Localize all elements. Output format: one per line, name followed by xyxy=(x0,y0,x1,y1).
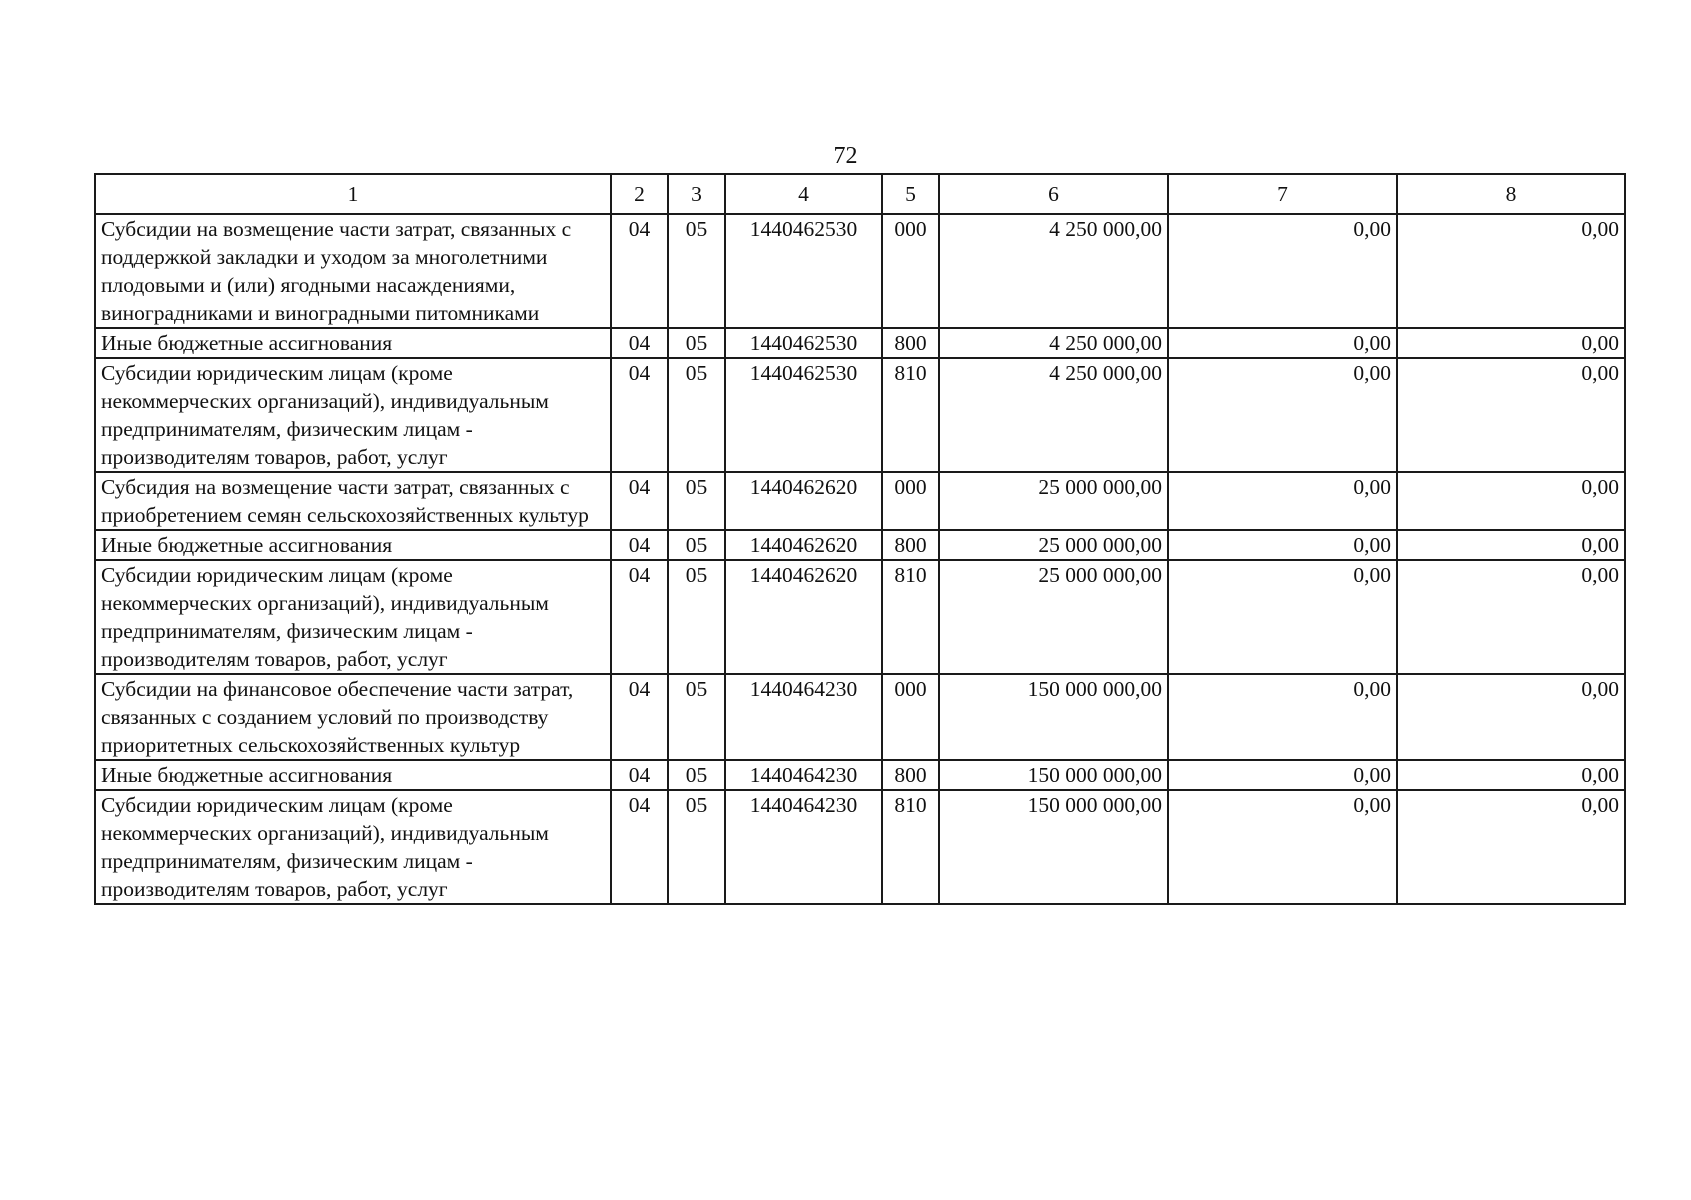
table-row xyxy=(95,214,1625,328)
row-amount-8: 0,00 xyxy=(1397,790,1625,904)
row-name: Субсидии юридическим лицам (кроме некоммерческих организаций), индивидуальным предпринимателям, физическим лицам - производителям товаров, работ, услуг xyxy=(95,790,611,904)
row-amount-6: 4 250 000,00 xyxy=(939,358,1168,472)
row-name: Иные бюджетные ассигнования xyxy=(95,760,611,790)
header-col-7: 7 xyxy=(1168,174,1397,214)
row-amount-8: 0,00 xyxy=(1397,472,1625,530)
row-expense-type: 800 xyxy=(882,530,939,560)
row-amount-6: 25 000 000,00 xyxy=(939,530,1168,560)
row-target-article: 1440462530 xyxy=(725,358,882,472)
row-amount-7: 0,00 xyxy=(1168,328,1397,358)
row-expense-type: 000 xyxy=(882,214,939,328)
row-expense-type: 000 xyxy=(882,674,939,760)
table-row xyxy=(95,560,1625,674)
row-section: 04 xyxy=(611,472,668,530)
row-name: Иные бюджетные ассигнования xyxy=(95,328,611,358)
row-amount-6: 150 000 000,00 xyxy=(939,760,1168,790)
header-col-1: 1 xyxy=(95,174,611,214)
row-subsection: 05 xyxy=(668,214,725,328)
row-target-article: 1440462620 xyxy=(725,472,882,530)
table-row xyxy=(95,760,1625,790)
row-section: 04 xyxy=(611,530,668,560)
row-amount-7: 0,00 xyxy=(1168,560,1397,674)
row-amount-7: 0,00 xyxy=(1168,214,1397,328)
row-subsection: 05 xyxy=(668,760,725,790)
header-row xyxy=(95,174,1625,214)
table-row xyxy=(95,530,1625,560)
header-col-6: 6 xyxy=(939,174,1168,214)
row-amount-8: 0,00 xyxy=(1397,328,1625,358)
row-expense-type: 000 xyxy=(882,472,939,530)
row-subsection: 05 xyxy=(668,674,725,760)
row-amount-7: 0,00 xyxy=(1168,472,1397,530)
row-target-article: 1440462530 xyxy=(725,214,882,328)
table-header xyxy=(95,174,1625,214)
row-expense-type: 810 xyxy=(882,790,939,904)
row-expense-type: 800 xyxy=(882,328,939,358)
row-amount-8: 0,00 xyxy=(1397,674,1625,760)
row-amount-6: 150 000 000,00 xyxy=(939,674,1168,760)
row-target-article: 1440462620 xyxy=(725,530,882,560)
row-section: 04 xyxy=(611,760,668,790)
row-name: Субсидия на возмещение части затрат, связанных с приобретением семян сельскохозяйственных культур xyxy=(95,472,611,530)
row-name: Иные бюджетные ассигнования xyxy=(95,530,611,560)
row-target-article: 1440464230 xyxy=(725,760,882,790)
row-amount-6: 4 250 000,00 xyxy=(939,328,1168,358)
table-row xyxy=(95,790,1625,904)
header-col-2: 2 xyxy=(611,174,668,214)
row-amount-6: 150 000 000,00 xyxy=(939,790,1168,904)
row-section: 04 xyxy=(611,328,668,358)
table-body xyxy=(95,214,1625,904)
row-amount-8: 0,00 xyxy=(1397,358,1625,472)
row-expense-type: 810 xyxy=(882,560,939,674)
row-amount-7: 0,00 xyxy=(1168,358,1397,472)
budget-table xyxy=(94,173,1626,905)
row-amount-6: 4 250 000,00 xyxy=(939,214,1168,328)
row-section: 04 xyxy=(611,674,668,760)
row-expense-type: 800 xyxy=(882,760,939,790)
table-row xyxy=(95,674,1625,760)
table-row xyxy=(95,358,1625,472)
row-amount-8: 0,00 xyxy=(1397,214,1625,328)
row-subsection: 05 xyxy=(668,328,725,358)
table-row xyxy=(95,472,1625,530)
row-amount-7: 0,00 xyxy=(1168,674,1397,760)
row-section: 04 xyxy=(611,358,668,472)
row-name: Субсидии на финансовое обеспечение части затрат, связанных с созданием условий по производству приоритетных сельскохозяйственных культур xyxy=(95,674,611,760)
header-col-3: 3 xyxy=(668,174,725,214)
row-expense-type: 810 xyxy=(882,358,939,472)
row-amount-7: 0,00 xyxy=(1168,790,1397,904)
header-col-5: 5 xyxy=(882,174,939,214)
page-number: 72 xyxy=(833,143,858,169)
row-amount-8: 0,00 xyxy=(1397,560,1625,674)
row-target-article: 1440462620 xyxy=(725,560,882,674)
row-name: Субсидии юридическим лицам (кроме некоммерческих организаций), индивидуальным предпринимателям, физическим лицам - производителям товаров, работ, услуг xyxy=(95,358,611,472)
row-section: 04 xyxy=(611,214,668,328)
row-subsection: 05 xyxy=(668,472,725,530)
row-amount-7: 0,00 xyxy=(1168,530,1397,560)
table-row xyxy=(95,328,1625,358)
row-target-article: 1440462530 xyxy=(725,328,882,358)
row-amount-7: 0,00 xyxy=(1168,760,1397,790)
row-subsection: 05 xyxy=(668,358,725,472)
row-amount-8: 0,00 xyxy=(1397,760,1625,790)
row-target-article: 1440464230 xyxy=(725,674,882,760)
row-subsection: 05 xyxy=(668,790,725,904)
row-amount-6: 25 000 000,00 xyxy=(939,472,1168,530)
header-col-4: 4 xyxy=(725,174,882,214)
row-name: Субсидии на возмещение части затрат, связанных с поддержкой закладки и уходом за многолетними плодовыми и (или) ягодными насаждениями, виноградниками и виноградными питомниками xyxy=(95,214,611,328)
row-section: 04 xyxy=(611,790,668,904)
row-section: 04 xyxy=(611,560,668,674)
row-target-article: 1440464230 xyxy=(725,790,882,904)
row-subsection: 05 xyxy=(668,530,725,560)
row-subsection: 05 xyxy=(668,560,725,674)
row-amount-6: 25 000 000,00 xyxy=(939,560,1168,674)
row-name: Субсидии юридическим лицам (кроме некоммерческих организаций), индивидуальным предпринимателям, физическим лицам - производителям товаров, работ, услуг xyxy=(95,560,611,674)
row-amount-8: 0,00 xyxy=(1397,530,1625,560)
header-col-8: 8 xyxy=(1397,174,1625,214)
